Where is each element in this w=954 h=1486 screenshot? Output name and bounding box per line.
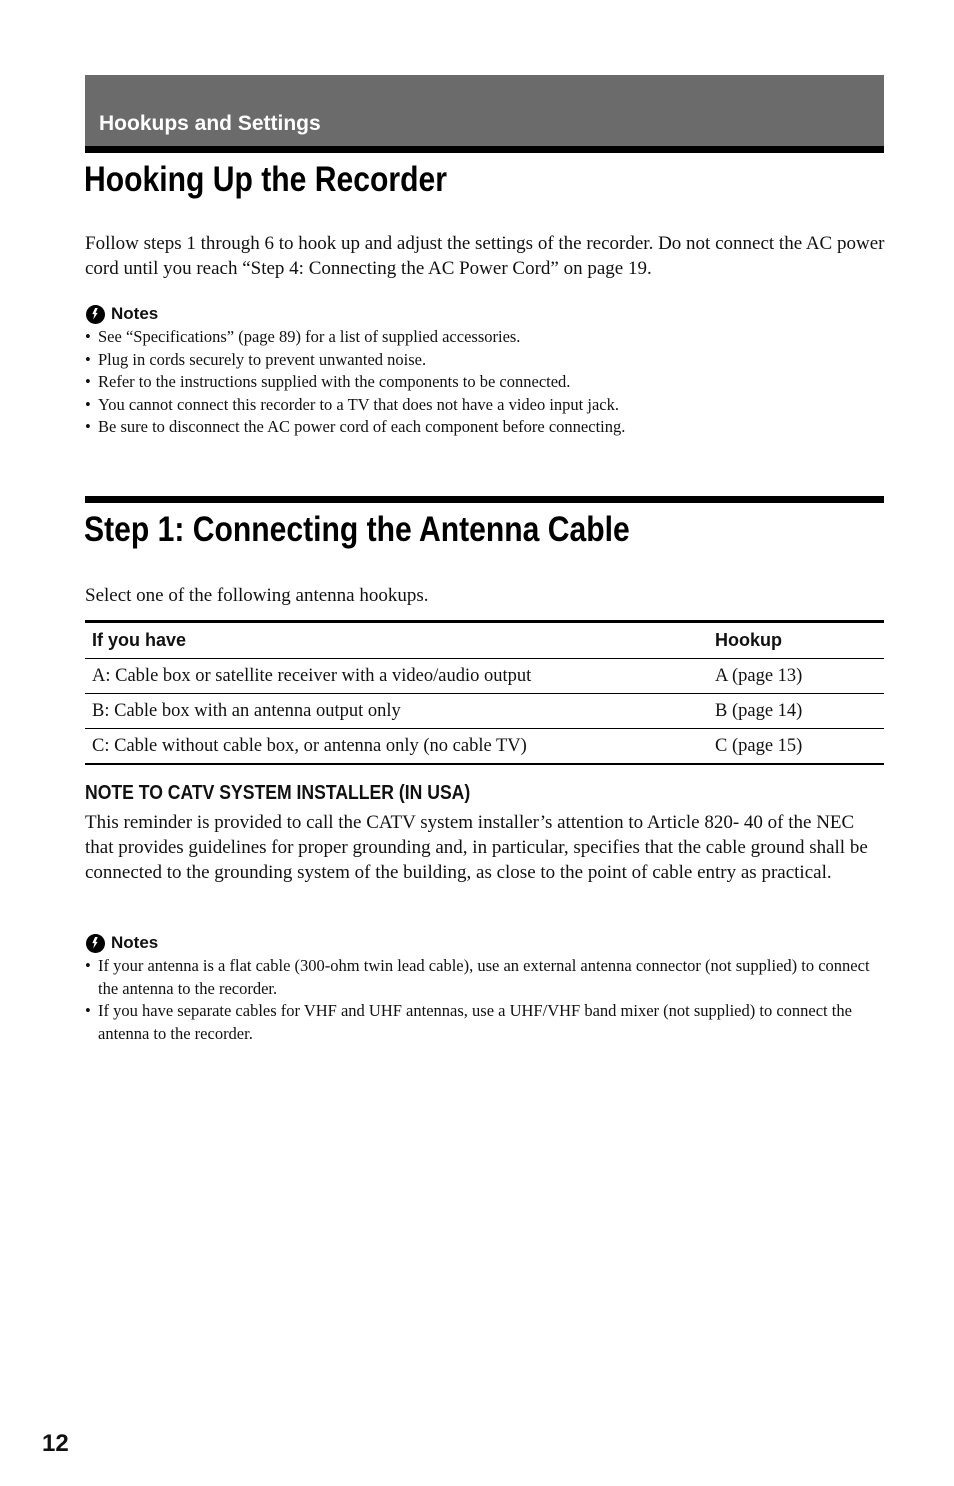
section-banner — [85, 75, 884, 146]
table-cell: B: Cable box with an antenna output only — [85, 694, 708, 729]
column-header-hookup: Hookup — [708, 622, 884, 659]
table-cell: A (page 13) — [708, 659, 884, 694]
notes-heading-2 — [86, 933, 158, 953]
banner-rule — [85, 146, 884, 153]
catv-heading: NOTE TO CATV SYSTEM INSTALLER (IN USA) — [85, 782, 471, 804]
page-title: Hooking Up the Recorder — [84, 160, 447, 199]
list-item: • Plug in cords securely to prevent unwanted noise. — [85, 349, 885, 372]
notes-icon — [86, 305, 105, 324]
table-cell: C: Cable without cable box, or antenna only (no cable TV) — [85, 729, 708, 765]
table-cell: C (page 15) — [708, 729, 884, 765]
table-row — [85, 659, 884, 694]
section-rule — [85, 496, 884, 503]
notes-list-1 — [85, 326, 885, 439]
table-cell: B (page 14) — [708, 694, 884, 729]
list-item: • Refer to the instructions supplied with the components to be connected. — [85, 371, 885, 394]
catv-paragraph: This reminder is provided to call the CATV system installer’s attention to Article 820- 40 of the NEC that provides guidelines for proper grounding and, in particular, specifies that the cable ground shall be connected to the grounding system of the building, as close to the point of cable entry as practical. — [85, 812, 868, 883]
section-title: Hookups and Settings — [99, 112, 321, 135]
notes-icon — [86, 934, 105, 953]
notes-label: Notes — [111, 304, 159, 323]
step1-lead: Select one of the following antenna hookups. — [85, 585, 429, 606]
list-item: • See “Specifications” (page 89) for a list of supplied accessories. — [85, 326, 885, 349]
column-header-if-you-have: If you have — [85, 622, 708, 659]
table-cell: A: Cable box or satellite receiver with a video/audio output — [85, 659, 708, 694]
list-item: • You cannot connect this recorder to a TV that does not have a video input jack. — [85, 394, 885, 417]
notes-list-2 — [85, 955, 885, 1045]
list-item: • If your antenna is a flat cable (300-ohm twin lead cable), use an external antenna connector (not supplied) to connect the antenna to the recorder. — [85, 955, 885, 1000]
step1-heading: Step 1: Connecting the Antenna Cable — [84, 510, 630, 549]
notes-label: Notes — [111, 933, 159, 952]
list-item: • If you have separate cables for VHF and UHF antennas, use a UHF/VHF band mixer (not supplied) to connect the antenna to the recorder. — [85, 1000, 885, 1045]
intro-paragraph: Follow steps 1 through 6 to hook up and adjust the settings of the recorder. Do not connect the AC power cord until you reach “Step 4: Connecting the AC Power Cord” on page 19. — [85, 233, 885, 279]
list-item: • Be sure to disconnect the AC power cord of each component before connecting. — [85, 416, 885, 439]
table-row — [85, 694, 884, 729]
table-header-row — [85, 622, 884, 659]
page-number: 12 — [42, 1430, 69, 1457]
hookup-table — [85, 620, 884, 765]
notes-heading-1 — [86, 304, 158, 324]
table-row — [85, 729, 884, 765]
